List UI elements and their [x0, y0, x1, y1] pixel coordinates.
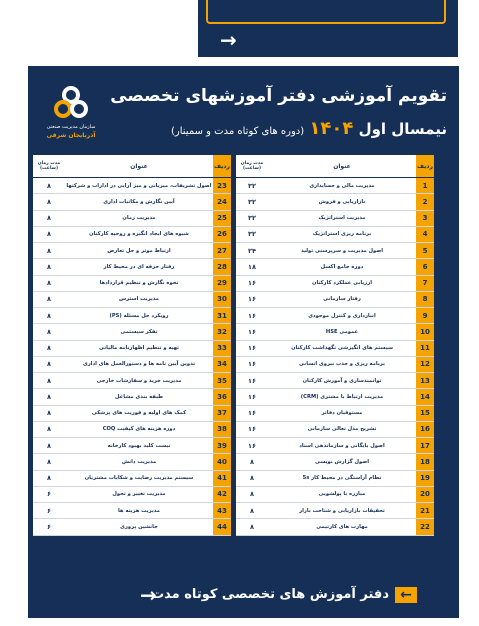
row-number: 2: [416, 194, 434, 210]
table-row: [236, 308, 434, 324]
course-title: تحقیقات بازاریابی و شناخت بازار: [268, 503, 416, 519]
table-row: [236, 226, 434, 242]
table-row: [236, 259, 434, 275]
subtitle-note: (دوره های کوتاه مدت و سمینار): [171, 126, 305, 137]
row-number: 3: [416, 210, 434, 226]
subtitle-year: ۱۴۰۴: [309, 118, 354, 139]
course-title: عمومی HSE: [268, 324, 416, 340]
table-row: [236, 178, 434, 194]
logo-org-line2: آذربایجان شرقی: [46, 132, 96, 139]
course-duration: ۸: [33, 373, 65, 389]
row-number: 43: [213, 503, 231, 519]
course-title: رفتار سازمانی: [268, 291, 416, 307]
page-subtitle: [87, 118, 447, 139]
row-number: 12: [416, 356, 434, 372]
row-number: 14: [416, 389, 434, 405]
table-row: [33, 178, 231, 194]
table-row: [33, 405, 231, 421]
row-number: 6: [416, 259, 434, 275]
subtitle-prefix: نیمسال اول: [358, 120, 447, 138]
table-row: [236, 210, 434, 226]
course-duration: ۸: [33, 308, 65, 324]
course-duration: ۸: [236, 470, 268, 486]
course-title: طبقه بندی مشاغل: [65, 389, 213, 405]
course-duration: ۸: [33, 243, 65, 259]
row-number: 44: [213, 519, 231, 535]
course-title: تفکر سیستمی: [65, 324, 213, 340]
table-row: [33, 389, 231, 405]
header-title: عنوان: [268, 155, 416, 178]
course-duration: ۸: [33, 291, 65, 307]
row-number: 19: [416, 470, 434, 486]
table-row: [33, 243, 231, 259]
table-row: [236, 389, 434, 405]
course-title: مدیریت هزینه ها: [65, 503, 213, 519]
row-number: 28: [213, 259, 231, 275]
row-number: 22: [416, 519, 434, 535]
row-number: 29: [213, 275, 231, 291]
courses-table-right: [235, 154, 435, 537]
course-duration: ۸: [33, 470, 65, 486]
course-duration: ۱۶: [236, 340, 268, 356]
course-duration: ۸: [33, 454, 65, 470]
course-title: سیستم های انگیزشی نگهداشت کارکنان: [268, 340, 416, 356]
course-title: مدیریت استرس: [65, 291, 213, 307]
header-row-number: ردیف: [213, 155, 231, 178]
row-number: 39: [213, 438, 231, 454]
row-number: 37: [213, 405, 231, 421]
table-row: [236, 356, 434, 372]
row-number: 16: [416, 421, 434, 437]
table-row: [236, 194, 434, 210]
course-duration: ۸: [33, 324, 65, 340]
table-row: [33, 421, 231, 437]
right-arrow-icon: →: [140, 583, 157, 607]
course-duration: ۸: [33, 210, 65, 226]
table-row: [33, 194, 231, 210]
course-title: دوره هزینه های کیفیت COQ: [65, 421, 213, 437]
course-duration: ۱۶: [236, 438, 268, 454]
previous-page-frame: [206, 0, 446, 24]
page-title: تقویم آموزشی دفتر آموزشهای تخصصی: [110, 86, 447, 106]
row-number: 26: [213, 226, 231, 242]
course-duration: ۸: [33, 438, 65, 454]
course-title: مدیریت دانش: [65, 454, 213, 470]
course-duration: ۳۲: [236, 194, 268, 210]
row-number: 23: [213, 178, 231, 194]
course-title: اصول مدیریت و سرپرستی تولید: [268, 243, 416, 259]
footer-banner: [28, 579, 459, 615]
table-row: [236, 373, 434, 389]
previous-page-card: [198, 0, 458, 57]
course-duration: ۱۶: [236, 389, 268, 405]
course-title: دوره جامع اکسل: [268, 259, 416, 275]
table-row: [33, 275, 231, 291]
course-duration: ۸: [33, 178, 65, 194]
course-title: مدیریت زمان: [65, 210, 213, 226]
row-number: 9: [416, 308, 434, 324]
course-duration: ۲۴: [236, 243, 268, 259]
row-number: 25: [213, 210, 231, 226]
table-row: [236, 405, 434, 421]
table-row: [33, 259, 231, 275]
course-title: انبارداری و کنترل موجودی: [268, 308, 416, 324]
row-number: 24: [213, 194, 231, 210]
row-number: 31: [213, 308, 231, 324]
logo-icon: [52, 84, 90, 122]
table-row: [236, 340, 434, 356]
course-duration: ۸: [33, 226, 65, 242]
header-row-number: ردیف: [416, 155, 434, 178]
course-duration: ۱۶: [236, 308, 268, 324]
header-duration: مدت زمان (ساعت): [33, 155, 65, 178]
table-row: [33, 519, 231, 535]
right-arrow-icon: →: [220, 28, 237, 52]
course-title: نحوه نگارش و تنظیم قراردادها: [65, 275, 213, 291]
course-title: رفتار حرفه ای در محیط کار: [65, 259, 213, 275]
course-title: سیستم مدیریت رضایت و شکایات مشتریان: [65, 470, 213, 486]
course-duration: ۸: [33, 356, 65, 372]
course-title: مدیریت خرید و سفارشات خارجی: [65, 373, 213, 389]
course-title: آیین نگارش و مکاتبات اداری: [65, 194, 213, 210]
course-title: برنامه ریزی و جذب نیروی انسانی: [268, 356, 416, 372]
table-row: [236, 243, 434, 259]
course-duration: ۳۲: [236, 178, 268, 194]
table-row: [33, 486, 231, 502]
course-title: تدوین آیین نامه ها و دستورالعمل های اداری: [65, 356, 213, 372]
table-row: [236, 275, 434, 291]
header-title: عنوان: [65, 155, 213, 178]
row-number: 7: [416, 275, 434, 291]
course-duration: ۸: [236, 486, 268, 502]
table-row: [236, 291, 434, 307]
table-row: [33, 373, 231, 389]
course-duration: ۳۲: [236, 210, 268, 226]
row-number: 40: [213, 454, 231, 470]
table-row: [33, 340, 231, 356]
course-title: مدیریت ارتباط با مشتری (CRM): [268, 389, 416, 405]
course-duration: ۱۶: [236, 421, 268, 437]
table-row: [33, 503, 231, 519]
table-row: [236, 324, 434, 340]
row-number: 27: [213, 243, 231, 259]
row-number: 41: [213, 470, 231, 486]
course-title: تشریح مدل تعالی سازمانی: [268, 421, 416, 437]
row-number: 17: [416, 438, 434, 454]
course-title: بیست کلید بهبود کارخانه: [65, 438, 213, 454]
course-title: ارزیابی عملکرد کارکنان: [268, 275, 416, 291]
table-row: [236, 519, 434, 535]
course-duration: ۸: [33, 194, 65, 210]
row-number: 1: [416, 178, 434, 194]
course-title: رویکرد حل مسئله (PS): [65, 308, 213, 324]
table-row: [33, 291, 231, 307]
course-title: مبارزه با پولشویی: [268, 486, 416, 502]
course-duration: ۸: [33, 389, 65, 405]
header-duration: مدت زمان (ساعت): [236, 155, 268, 178]
course-title: جانشین پروری: [65, 519, 213, 535]
course-duration: ۸: [33, 340, 65, 356]
course-title: اصول گزارش نویسی: [268, 454, 416, 470]
course-title: مستوفیان دفاتر: [268, 405, 416, 421]
logo-org-line1: سازمان مدیریت صنعتی: [46, 124, 96, 130]
course-title: تهیه و تنظیم اظهارنامه مالیاتی: [65, 340, 213, 356]
row-number: 11: [416, 340, 434, 356]
courses-table-left: [32, 154, 232, 537]
course-duration: ۸: [33, 259, 65, 275]
row-number: 38: [213, 421, 231, 437]
course-calendar-page: [28, 66, 459, 618]
table-row: [33, 454, 231, 470]
row-number: 10: [416, 324, 434, 340]
row-number: 36: [213, 389, 231, 405]
table-row: [236, 454, 434, 470]
row-number: 35: [213, 373, 231, 389]
table-row: [33, 210, 231, 226]
course-duration: ۸: [236, 519, 268, 535]
row-number: 32: [213, 324, 231, 340]
row-number: 15: [416, 405, 434, 421]
row-number: 30: [213, 291, 231, 307]
course-duration: ۱۶: [236, 291, 268, 307]
row-number: 34: [213, 356, 231, 372]
row-number: 18: [416, 454, 434, 470]
course-title: برنامه ریزی استراتژیک: [268, 226, 416, 242]
course-title: شیوه های ایجاد انگیزه و روحیه کارکنان: [65, 226, 213, 242]
table-row: [236, 438, 434, 454]
row-number: 5: [416, 243, 434, 259]
course-duration: ۸: [236, 503, 268, 519]
course-duration: ۶: [33, 519, 65, 535]
course-title: نظام آراستگی در محیط کار 5s: [268, 470, 416, 486]
course-duration: ۸: [236, 454, 268, 470]
course-duration: ۱۶: [236, 356, 268, 372]
course-title: بازاریابی و فروش: [268, 194, 416, 210]
course-title: مدیریت مالی و حسابداری: [268, 178, 416, 194]
row-number: 21: [416, 503, 434, 519]
course-duration: ۱۶: [236, 324, 268, 340]
course-duration: ۱۸: [236, 259, 268, 275]
table-row: [236, 486, 434, 502]
course-title: اصول تشریفات، میزبانی و میز آرایی در ادارات و شرکتها: [65, 178, 213, 194]
course-duration: ۶: [33, 503, 65, 519]
footer-text: دفتر آموزش های تخصصی کوتاه مدت: [151, 587, 389, 602]
row-number: 20: [416, 486, 434, 502]
course-title: ارتباط موثر و حل تعارض: [65, 243, 213, 259]
course-title: توانمندسازی و آموزش کارکنان: [268, 373, 416, 389]
course-title: کمک های اولیه و فوریت های پزشکی: [65, 405, 213, 421]
row-number: 4: [416, 226, 434, 242]
course-duration: ۳۲: [236, 226, 268, 242]
right-table-body: [236, 178, 434, 536]
course-title: مهارت های کارتیمی: [268, 519, 416, 535]
course-duration: ۱۶: [236, 373, 268, 389]
course-duration: ۸: [33, 421, 65, 437]
table-row: [33, 438, 231, 454]
course-duration: ۱۶: [236, 405, 268, 421]
left-table-body: [33, 178, 231, 536]
table-row: [33, 356, 231, 372]
table-row: [33, 324, 231, 340]
table-row: [236, 470, 434, 486]
course-title: مدیریت تغییر و تحول: [65, 486, 213, 502]
course-title: اصول بایگانی و سازماندهی اسناد: [268, 438, 416, 454]
left-arrow-icon: ←: [395, 587, 417, 603]
table-row: [33, 470, 231, 486]
row-number: 33: [213, 340, 231, 356]
course-duration: ۶: [33, 486, 65, 502]
row-number: 42: [213, 486, 231, 502]
course-title: مدیریت استراتژیک: [268, 210, 416, 226]
row-number: 13: [416, 373, 434, 389]
course-duration: ۱۶: [236, 275, 268, 291]
course-duration: ۸: [33, 275, 65, 291]
table-row: [33, 308, 231, 324]
course-duration: ۸: [33, 405, 65, 421]
table-row: [33, 226, 231, 242]
table-row: [236, 421, 434, 437]
row-number: 8: [416, 291, 434, 307]
table-row: [236, 503, 434, 519]
